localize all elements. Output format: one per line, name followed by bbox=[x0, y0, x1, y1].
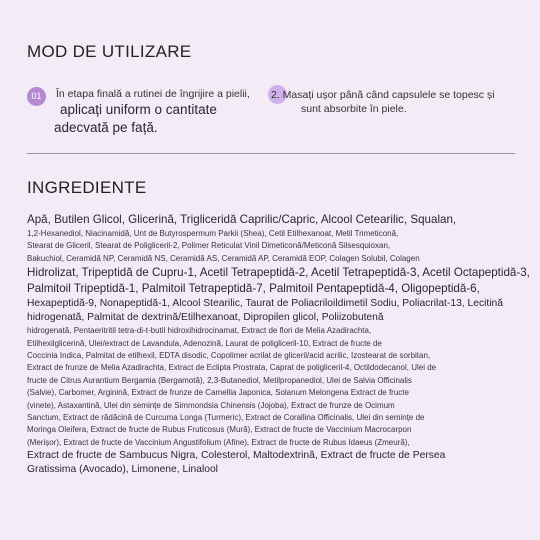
ingredient-line: Moringa Oleifera, Extract de fructe de Rubus Fruticosus (Mură), Extract de fructe de Vaccinium Macrocarpon bbox=[27, 425, 412, 435]
step-2-text bbox=[268, 84, 518, 116]
step-2-line-2: sunt absorbite în piele. bbox=[301, 103, 407, 115]
ingredient-line: Coccinia Indica, Palmitat de etilhexil, EDTA disodic, Copolimer acrilat de gliceril/acid acrilic, Izostearat de sorbitan, bbox=[27, 351, 431, 361]
ingredient-line: 1,2-Hexanediol, Niacinamidă, Unt de Butyrospermum Parkii (Shea), Cetil Etilhexanoat, Metil Trimeticonă, bbox=[27, 229, 399, 238]
ingredient-line: Bakuchiol, Ceramidă NP, Ceramidă NS, Ceramidă AS, Ceramidă AP, Ceramidă EOP, Colagen Solubil, Colagen bbox=[27, 253, 420, 263]
usage-title: MOD DE UTILIZARE bbox=[27, 42, 192, 61]
ingredient-line: Apă, Butilen Glicol, Glicerină, Trigliceridă Caprilic/Capric, Alcool Cetearilic, Squalan, bbox=[27, 213, 457, 226]
ingredient-line: Palmitoil Tripeptidă-1, Palmitoil Tetrapeptidă-7, Palmitoil Pentapeptidă-4, Oligopeptidă-6, bbox=[27, 282, 480, 296]
ingredient-line: Etilhexilglicerină, Ulei/extract de Lavandula, Adenozină, Laurat de poligliceril-10, Extract de fructe de bbox=[27, 338, 382, 348]
ingredient-line: (Salvie), Carbomer, Arginină, Extract de frunze de Camellia Japonica, Solanum Melongena Extract de fructe bbox=[27, 388, 409, 398]
ingredient-line: Stearat de Gliceril, Stearat de Poligliceril-2, Polimer Reticulat Vinil Dimeticonă/Meticonă Silsesquioxan, bbox=[27, 241, 391, 251]
ingredient-line: hidrogenată, Palmitat de dextrină/Etilhexanoat, Dipropilen glicol, Poliizobutenă bbox=[27, 312, 384, 324]
step-1-line-1: În etapa finală a rutinei de îngrijire a pielii, bbox=[56, 88, 250, 100]
ingredient-line: (vinete), Astaxantină, Ulei din semințe de Simmondsia Chinensis (Jojoba), Extract de frunze de Ocimum bbox=[27, 400, 395, 410]
ingredient-line: hidrogenată, Pentaeritritil tetra-di-t-butil hidroxihidrocinamat, Extract de flori de Melia Azadirachta, bbox=[27, 326, 372, 336]
step-1-badge: 01 bbox=[27, 87, 46, 106]
step-1-text bbox=[56, 87, 266, 137]
ingredients-title: INGREDIENTE bbox=[27, 178, 147, 197]
step-2-line-1: 2. Masați ușor până când capsulele se topesc și bbox=[271, 89, 495, 101]
ingredients-list bbox=[27, 212, 530, 477]
ingredient-line: Extract de fructe de Sambucus Nigra, Colesterol, Maltodextrină, Extract de fructe de Persea bbox=[27, 450, 446, 462]
ingredient-line: Sanctum, Extract de rădăcină de Curcuma Longa (Turmeric), Extract de Corallina Officinalis, Ulei din semințe de bbox=[27, 413, 425, 423]
section-divider bbox=[27, 153, 515, 154]
step-1-line-2: aplicați uniform o cantitate bbox=[60, 102, 217, 117]
step-1-line-3: adecvată pe față. bbox=[54, 120, 158, 135]
ingredient-line: Extract de frunze de Melia Azadirachta, Extract de Eclipta Prostrata, Caprat de poligliceril-4, Octildodecanol, Ulei de bbox=[27, 363, 437, 373]
ingredient-line: fructe de Citrus Aurantium Bergamia (Bergamotă), 2,3-Butanediol, Metilpropanediol, Ulei de Salvia Officinalis bbox=[27, 375, 412, 385]
ingredient-line: Gratissima (Avocado), Limonene, Linalool bbox=[27, 464, 218, 476]
ingredient-line: (Merișor), Extract de fructe de Vaccinium Angustifolium (Afine), Extract de fructe de Rubus Idaeus (Zmeură), bbox=[27, 437, 410, 447]
step-2 bbox=[268, 84, 518, 116]
ingredient-line: Hidrolizat, Tripeptidă de Cupru-1, Acetil Tetrapeptidă-2, Acetil Tetrapeptidă-3, Acetil Octapeptidă-3, bbox=[27, 266, 530, 280]
ingredient-line: Hexapeptidă-9, Nonapeptidă-1, Alcool Stearilic, Taurat de Poliacriloildimetil Sodiu, Poliacrilat-13, Lecitină bbox=[27, 298, 504, 310]
